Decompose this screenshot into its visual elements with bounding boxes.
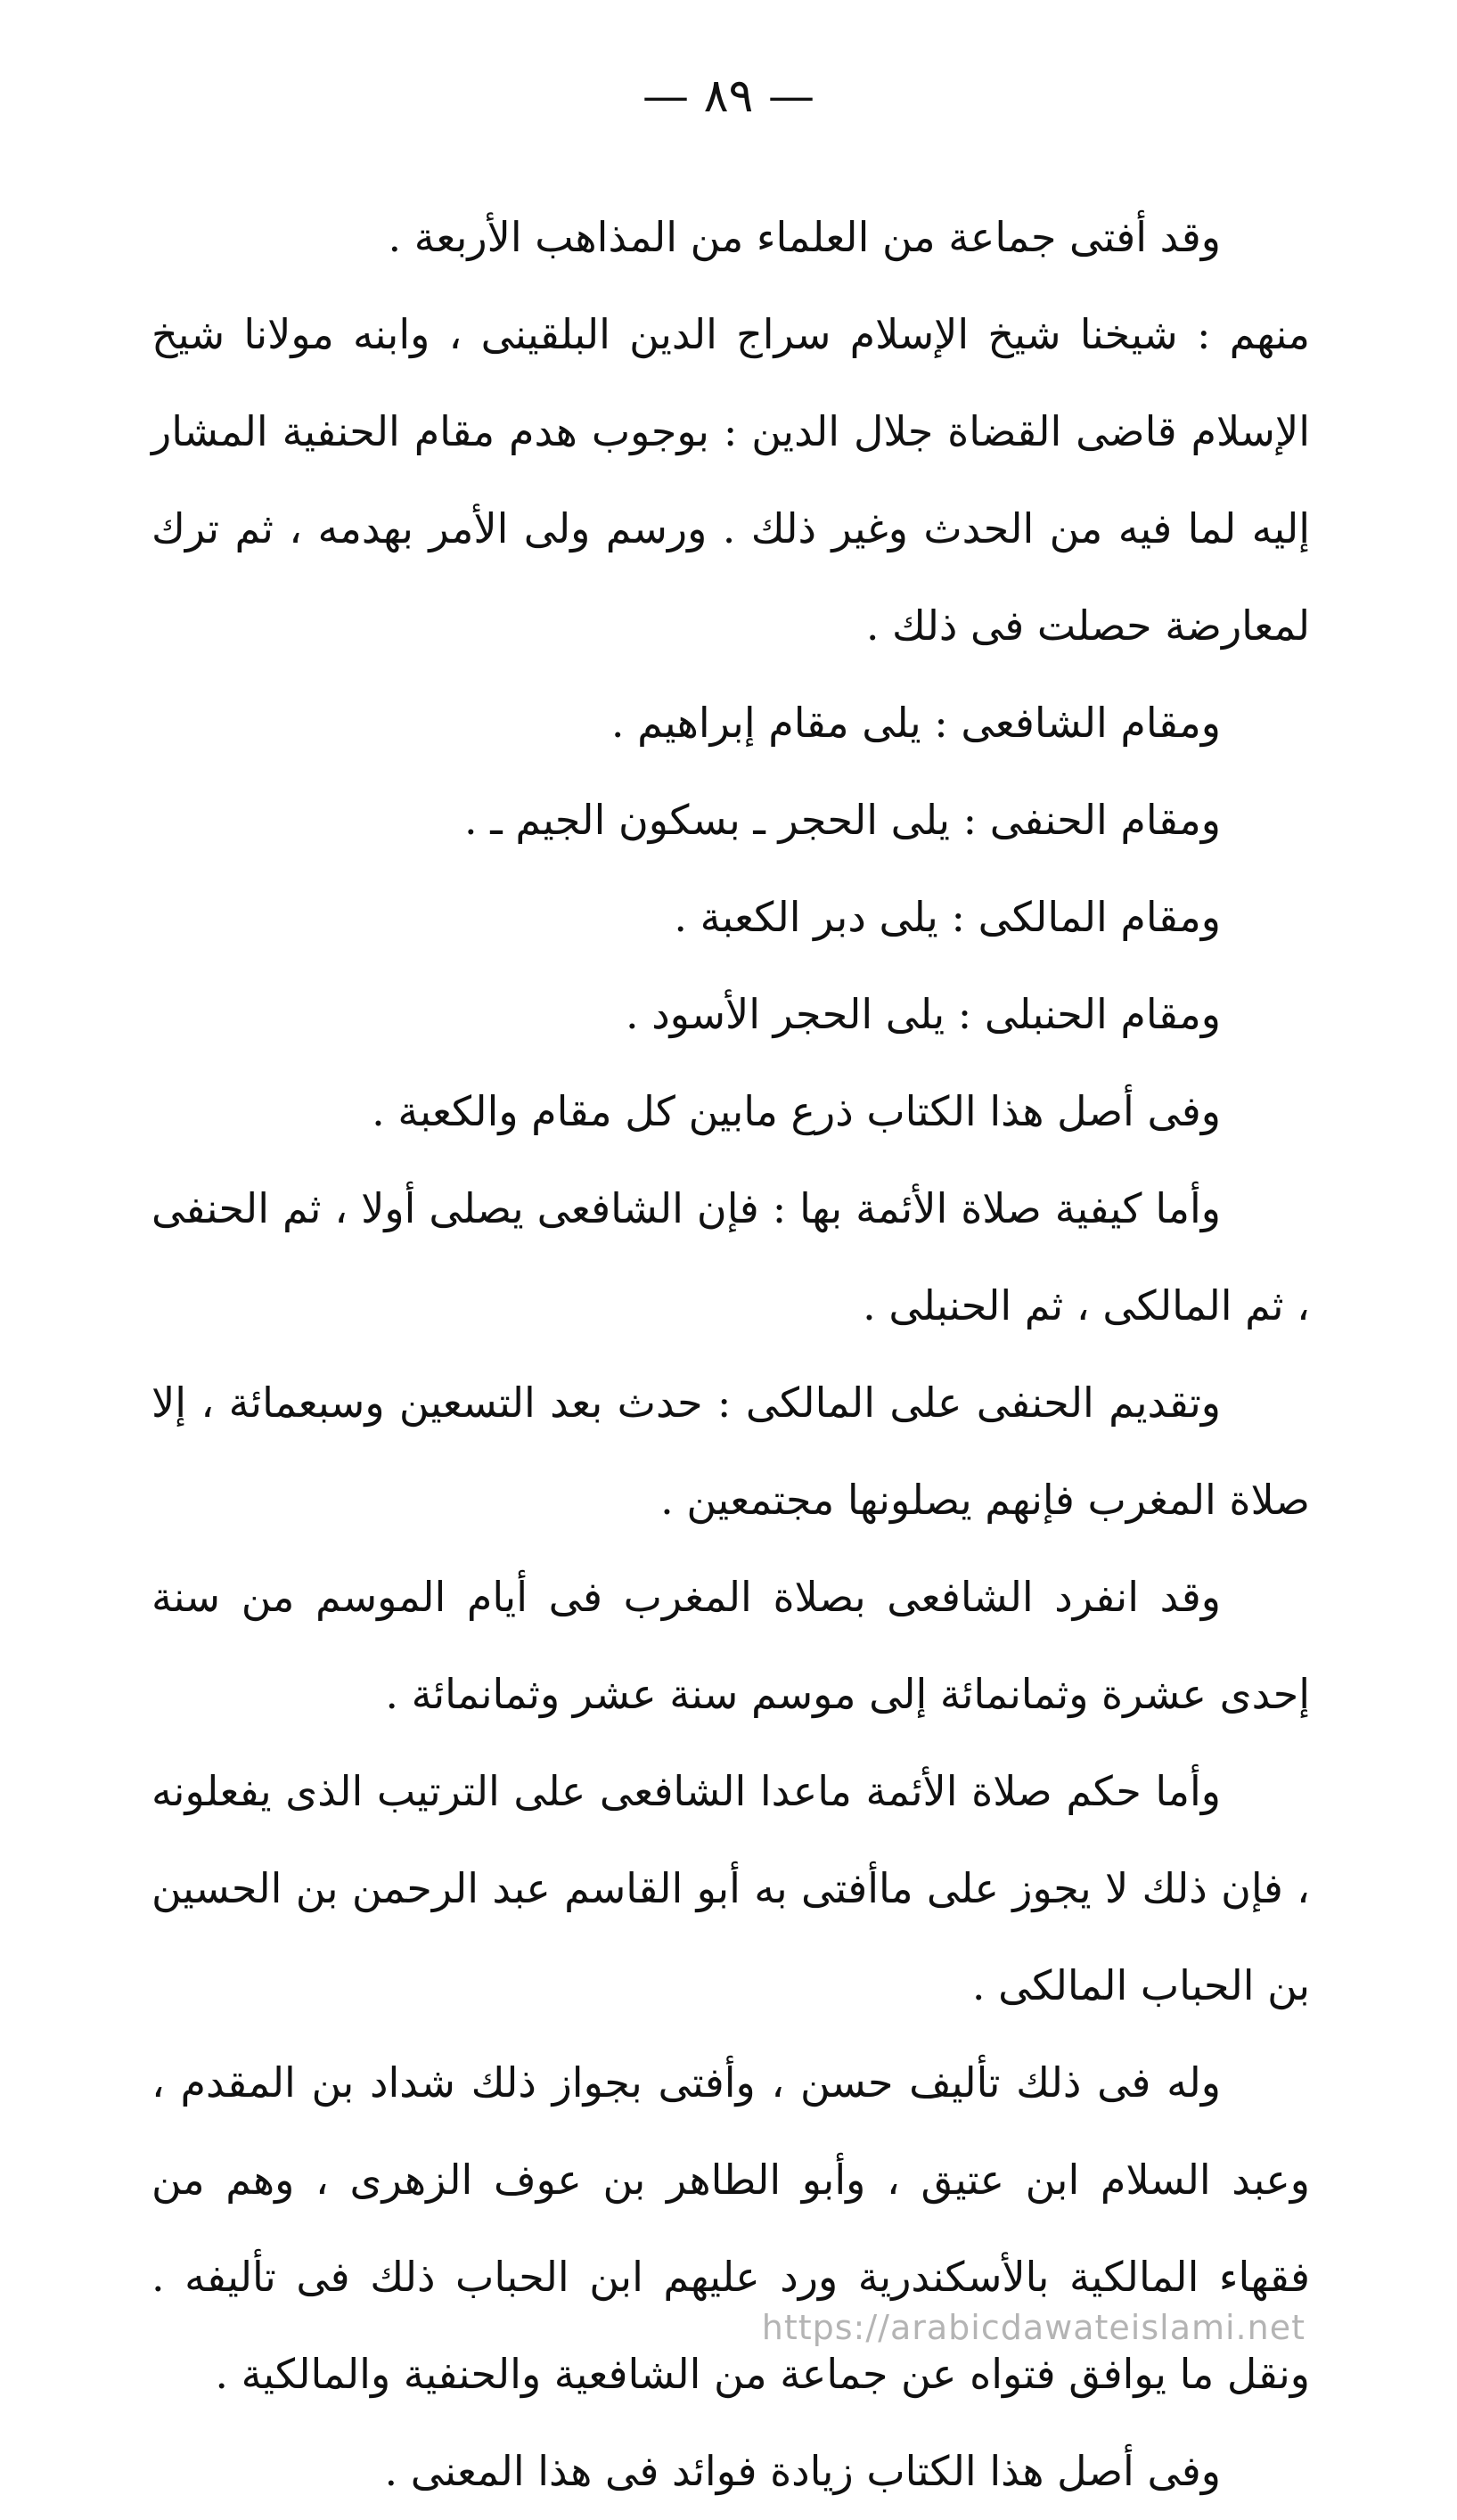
page-number: — ٨٩ — — [643, 70, 814, 123]
paragraph: وله فى ذلك تأليف حسن ، وأفتى بجواز ذلك شداد بن المقدم ، وعبد السلام ابن عتيق ، وأبو الطاهر بن عوف الزهرى ، وهم من فقهاء المالكية بالأسكندرية ورد عليهم ابن الحباب ذلك فى تأليفه . ونقل ما يوافق فتواه عن جماعة من الشافعية والحنفية والمالكية . — [151, 2058, 1310, 2398]
paragraph: وأما كيفية صلاة الأئمة بها : فإن الشافعى يصلى أولا ، ثم الحنفى ، ثم المالكى ، ثم الحنبلى . — [151, 1184, 1310, 1330]
paragraph: ومقام الشافعى : يلى مقام إبراهيم . — [610, 699, 1221, 747]
paragraph: وتقديم الحنفى على المالكى : حدث بعد التسعين وسبعمائة ، إلا صلاة المغرب فإنهم يصلونها مجتمعين . — [151, 1379, 1310, 1524]
paragraph: وأما حكم صلاة الأئمة ماعدا الشافعى على الترتيب الذى يفعلونه ، فإن ذلك لا يجوز على ماأفتى به أبو القاسم عبد الرحمن بن الحسين بن الحباب المالكى . — [151, 1767, 1310, 2009]
paragraph: ومقام المالكى : يلى دبر الكعبة . — [674, 893, 1221, 941]
paragraph: وقد أفتى جماعة من العلماء من المذاهب الأربعة . — [388, 213, 1221, 261]
body-text — [151, 189, 1310, 2520]
paragraph: وقد انفرد الشافعى بصلاة المغرب فى أيام الموسم من سنة إحدى عشرة وثمانمائة إلى موسم سنة عشر وثمانمائة . — [151, 1573, 1310, 1718]
paragraph: ومقام الحنبلى : يلى الحجر الأسود . — [625, 990, 1221, 1038]
paragraph: منهم : شيخنا شيخ الإسلام سراج الدين البلقينى ، وابنه مولانا شيخ الإسلام قاضى القضاة جلال الدين : بوجوب هدم مقام الحنفية المشار إليه لما فيه من الحدث وغير ذلك . ورسم ولى الأمر بهدمه ، ثم ترك لمعارضة حصلت فى ذلك . — [151, 310, 1310, 650]
paragraph: وفى أصل هذا الكتاب ذرع مابين كل مقام والكعبة . — [372, 1087, 1221, 1135]
paragraph: ومقام الحنفى : يلى الحجر ـ بسكون الجيم ـ . — [464, 796, 1221, 844]
watermark-url: https://arabicdawateislami.net — [761, 2308, 1306, 2347]
paragraph: وفى أصل هذا الكتاب زيادة فوائد فى هذا المعنى . — [384, 2447, 1221, 2495]
